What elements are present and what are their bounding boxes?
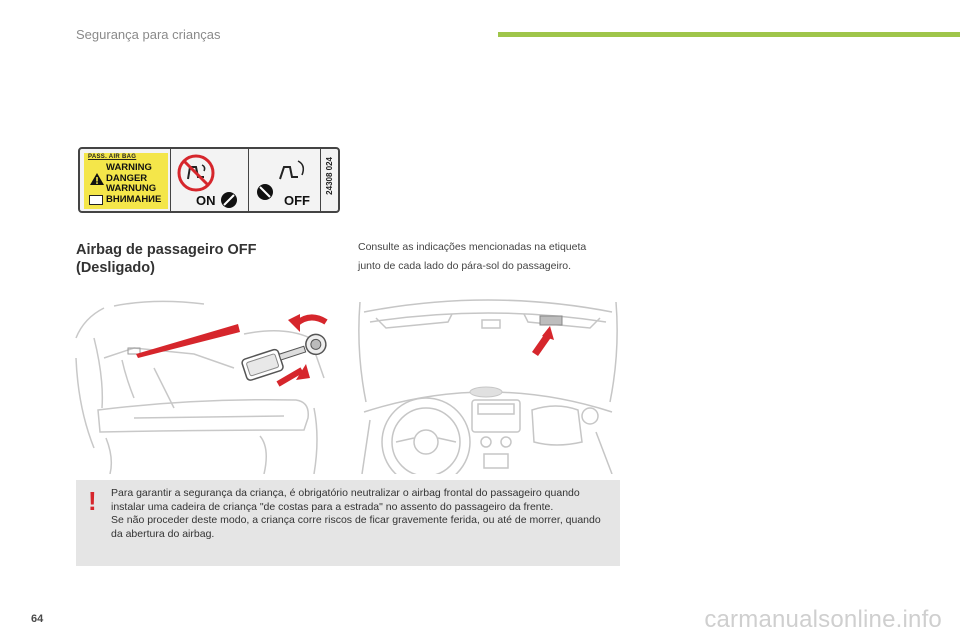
manual-book-icon (89, 195, 103, 205)
section-heading-line: Airbag de passageiro OFF (76, 242, 257, 258)
warning-triangle-icon (90, 173, 104, 185)
warning-word: DANGER (106, 172, 148, 184)
airbag-warning-label (78, 147, 340, 213)
label-warning-panel (84, 153, 168, 209)
warning-word: WARNUNG (106, 183, 157, 194)
label-on-text: ON (196, 193, 216, 208)
page-number: 64 (31, 613, 44, 625)
label-pass-airbag-text: PASS. AIR BAG (88, 154, 137, 160)
page-section-title: Segurança para crianças (76, 27, 221, 42)
consult-instructions: Consulte as indicações mencionadas na etiqueta junto de cada lado do pára-sol do passageiro. (358, 241, 587, 272)
warning-word: WARNING (106, 162, 152, 173)
label-divider (170, 149, 171, 211)
sun-visor-label-location-illustration (356, 292, 620, 474)
label-code-text: 24308 024 (325, 157, 334, 195)
watermark: carmanualsonline.info (704, 606, 942, 633)
section-heading (76, 241, 257, 277)
warning-paragraph: Para garantir a segurança da criança, é obrigatório neutralizar o airbag frontal do passageiro quando instalar uma cadeira de criança "de costas para a estrada" no assento do passageiro da frente. (111, 487, 580, 513)
label-warning-words (106, 163, 161, 205)
label-divider (248, 149, 249, 211)
warning-word: ВНИМАНИЕ (106, 193, 162, 205)
switch-on-icon (220, 191, 238, 209)
glovebox-key-switch-illustration (74, 298, 346, 474)
warning-note-text (111, 487, 611, 541)
airbag-seat-icon (276, 155, 312, 185)
warning-paragraph: Se não proceder deste modo, a criança corre riscos de ficar gravemente ferida, ou até de morrer, quando da abertura do airbag. (111, 514, 601, 540)
header-accent-bar (498, 32, 960, 37)
label-off-text: OFF (284, 193, 310, 208)
section-heading-line: (Desligado) (76, 260, 155, 276)
switch-off-icon (256, 183, 274, 201)
warning-note-box (76, 480, 620, 566)
exclamation-icon: ! (88, 486, 97, 516)
no-rear-facing-seat-icon (176, 153, 216, 193)
label-divider (320, 149, 321, 211)
